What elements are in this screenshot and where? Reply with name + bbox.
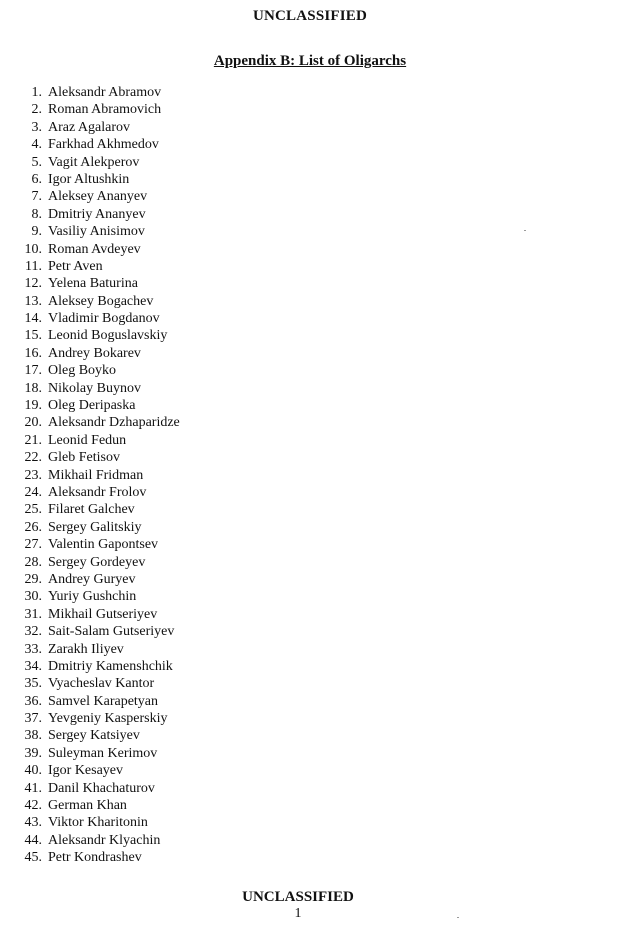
list-item xyxy=(0,362,180,379)
item-number: 7. xyxy=(31,189,42,205)
list-item xyxy=(0,241,180,258)
item-number: 21. xyxy=(24,432,42,448)
classification-header: UNCLASSIFIED xyxy=(252,8,368,24)
item-number: 3. xyxy=(31,119,42,135)
item-number: 24. xyxy=(24,484,42,500)
item-name: Vasiliy Anisimov xyxy=(48,224,145,240)
item-name: Aleksandr Frolov xyxy=(48,484,147,500)
item-number: 42. xyxy=(24,798,42,814)
item-number: 44. xyxy=(24,832,42,848)
item-name: German Khan xyxy=(48,798,127,814)
list-item xyxy=(0,188,180,205)
item-number: 16. xyxy=(24,345,42,361)
item-name: Sergey Galitskiy xyxy=(48,519,142,535)
appendix-title: Appendix B: List of Oligarchs xyxy=(213,53,407,69)
list-item xyxy=(0,275,180,292)
list-item xyxy=(0,101,180,118)
item-number: 27. xyxy=(24,537,42,553)
item-number: 30. xyxy=(24,589,42,605)
item-number: 31. xyxy=(24,606,42,622)
list-item xyxy=(0,119,180,136)
item-number: 28. xyxy=(24,554,42,570)
item-name: Sergey Gordeyev xyxy=(48,554,146,570)
list-item xyxy=(0,571,180,588)
list-item xyxy=(0,397,180,414)
item-name: Mikhail Gutseriyev xyxy=(48,606,158,622)
item-number: 1. xyxy=(31,85,42,100)
item-name: Aleksey Ananyev xyxy=(48,189,148,205)
item-name: Farkhad Akhmedov xyxy=(48,137,159,153)
item-number: 6. xyxy=(31,171,42,187)
item-name: Vyacheslav Kantor xyxy=(48,676,155,692)
item-number: 8. xyxy=(31,206,42,222)
item-name: Sait-Salam Gutseriyev xyxy=(48,624,175,640)
list-item xyxy=(0,449,180,466)
item-name: Yelena Baturina xyxy=(48,276,138,292)
list-item xyxy=(0,519,180,536)
item-name: Nikolay Buynov xyxy=(48,380,141,396)
list-item xyxy=(0,606,180,623)
item-number: 19. xyxy=(24,398,42,414)
item-name: Aleksandr Klyachin xyxy=(48,832,161,848)
list-item xyxy=(0,467,180,484)
list-item xyxy=(0,501,180,518)
item-number: 12. xyxy=(24,276,42,292)
list-item xyxy=(0,84,180,101)
item-name: Vladimir Bogdanov xyxy=(48,311,160,327)
item-name: Dmitriy Kamenshchik xyxy=(48,658,173,674)
item-name: Vagit Alekperov xyxy=(48,154,140,170)
item-number: 20. xyxy=(24,415,42,431)
item-number: 11. xyxy=(25,258,42,274)
list-item xyxy=(0,762,180,779)
list-item xyxy=(0,588,180,605)
item-name: Andrey Bokarev xyxy=(48,345,141,361)
item-number: 45. xyxy=(24,850,42,866)
list-item xyxy=(0,745,180,762)
list-item xyxy=(0,554,180,571)
item-name: Suleyman Kerimov xyxy=(48,745,158,761)
list-item xyxy=(0,797,180,814)
list-item xyxy=(0,171,180,188)
item-number: 9. xyxy=(31,224,42,240)
item-number: 13. xyxy=(24,293,42,309)
item-number: 36. xyxy=(24,693,42,709)
item-number: 17. xyxy=(24,363,42,379)
item-name: Yevgeniy Kasperskiy xyxy=(48,711,168,727)
list-item xyxy=(0,206,180,223)
item-number: 39. xyxy=(24,745,42,761)
item-number: 34. xyxy=(24,658,42,674)
item-name: Gleb Fetisov xyxy=(48,450,120,466)
page-number: 1 xyxy=(294,906,302,921)
item-name: Yuriy Gushchin xyxy=(48,589,137,605)
list-item xyxy=(0,536,180,553)
item-name: Petr Aven xyxy=(48,258,103,274)
item-number: 38. xyxy=(24,728,42,744)
item-number: 14. xyxy=(24,311,42,327)
item-number: 29. xyxy=(24,571,42,587)
oligarch-list xyxy=(0,84,180,867)
item-number: 37. xyxy=(24,711,42,727)
item-number: 40. xyxy=(24,763,42,779)
list-item xyxy=(0,345,180,362)
item-number: 26. xyxy=(24,519,42,535)
item-name: Oleg Boyko xyxy=(48,363,117,379)
item-number: 25. xyxy=(24,502,42,518)
item-name: Filaret Galchev xyxy=(48,502,135,518)
item-name: Dmitriy Ananyev xyxy=(48,206,146,222)
list-item xyxy=(0,658,180,675)
list-item xyxy=(0,327,180,344)
item-name: Viktor Kharitonin xyxy=(48,815,148,831)
item-number: 18. xyxy=(24,380,42,396)
item-name: Danil Khachaturov xyxy=(48,780,155,796)
list-item xyxy=(0,727,180,744)
list-item xyxy=(0,693,180,710)
item-name: Petr Kondrashev xyxy=(48,850,142,866)
item-name: Igor Altushkin xyxy=(48,171,130,187)
item-number: 35. xyxy=(24,676,42,692)
item-name: Aleksandr Abramov xyxy=(48,85,162,100)
scan-speck xyxy=(524,230,526,231)
list-item xyxy=(0,814,180,831)
list-item xyxy=(0,710,180,727)
list-item xyxy=(0,623,180,640)
item-name: Roman Abramovich xyxy=(48,102,162,118)
item-name: Araz Agalarov xyxy=(48,119,131,135)
item-number: 32. xyxy=(24,624,42,640)
list-item xyxy=(0,154,180,171)
item-name: Andrey Guryev xyxy=(48,571,136,587)
list-item xyxy=(0,136,180,153)
list-item xyxy=(0,675,180,692)
item-number: 22. xyxy=(24,450,42,466)
list-item xyxy=(0,641,180,658)
item-number: 41. xyxy=(24,780,42,796)
list-item xyxy=(0,484,180,501)
list-item xyxy=(0,258,180,275)
item-name: Aleksandr Dzhaparidze xyxy=(48,415,180,431)
item-name: Aleksey Bogachev xyxy=(48,293,154,309)
scan-speck xyxy=(457,917,459,918)
item-number: 43. xyxy=(24,815,42,831)
list-item xyxy=(0,380,180,397)
list-item xyxy=(0,849,180,866)
list-item xyxy=(0,223,180,240)
list-item xyxy=(0,293,180,310)
item-name: Igor Kesayev xyxy=(48,763,124,779)
item-name: Zarakh Iliyev xyxy=(48,641,124,657)
item-name: Leonid Fedun xyxy=(48,432,127,448)
item-number: 10. xyxy=(24,241,42,257)
item-name: Leonid Boguslavskiy xyxy=(48,328,168,344)
item-name: Valentin Gapontsev xyxy=(48,537,159,553)
item-number: 33. xyxy=(24,641,42,657)
item-name: Roman Avdeyev xyxy=(48,241,141,257)
item-number: 4. xyxy=(31,137,42,153)
item-name: Samvel Karapetyan xyxy=(48,693,159,709)
item-number: 23. xyxy=(24,467,42,483)
item-number: 15. xyxy=(24,328,42,344)
list-item xyxy=(0,832,180,849)
item-number: 2. xyxy=(31,102,42,118)
list-item xyxy=(0,414,180,431)
list-item xyxy=(0,780,180,797)
item-name: Mikhail Fridman xyxy=(48,467,144,483)
item-number: 5. xyxy=(31,154,42,170)
list-item xyxy=(0,432,180,449)
item-name: Oleg Deripaska xyxy=(48,398,136,414)
classification-footer: UNCLASSIFIED xyxy=(242,889,354,905)
item-name: Sergey Katsiyev xyxy=(48,728,140,744)
list-item xyxy=(0,310,180,327)
